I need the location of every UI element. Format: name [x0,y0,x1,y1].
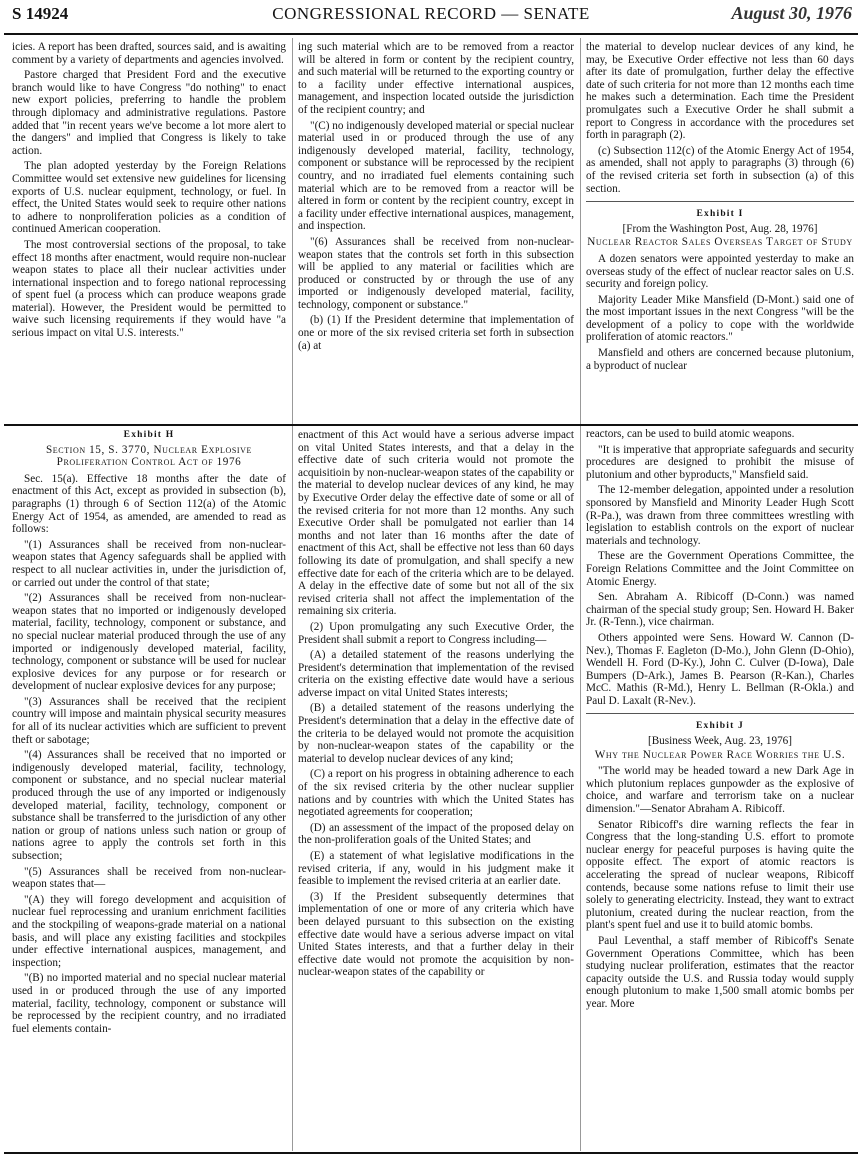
paragraph: (A) a detailed statement of the reasons underlying the President's determination that implementation of the revised criteria on the existing effective date would have a serious adverse impact on vital United States interests; [298,649,574,699]
column-divider [580,38,581,1151]
exhibit-j-label: Exhibit J [695,721,745,732]
paragraph: Sen. Abraham A. Ribicoff (D-Conn.) was named chairman of the special study group; Sen. Howard H. Baker Jr. (R-Tenn.), vice chairman. [586,591,854,629]
column-3-bottom [586,428,854,1151]
paragraph: icies. A report has been drafted, sources said, and is awaiting comment by a variety of departments and agencies involved. [12,41,286,66]
section-rule [586,713,854,714]
paragraph: the material to develop nuclear devices of any kind, he may, be Executive Order effective not less than 60 days after its date of promulgation, further delay the effective date of such criteria for not more than 12 months each time he makes such a determination. Each time the President promulgates such a Executive Order he shall submit a report to Congress in accordance with the procedures set forth in paragraph (2). [586,41,854,142]
paragraph: Sec. 15(a). Effective 18 months after the date of enactment of this Act, except as provided in subsection (b), paragraphs (1) through 6 of Section 112(a) of the Atomic Energy Act of 1954, as amended, are amended to read as follows: [12,472,286,536]
page-header [4,5,858,29]
paragraph: "(1) Assurances shall be received from non-nuclear-weapon states that Agency safeguards shall be applied with respect to all nuclear activities in, under the jurisdiction of, or carried out under the control of that state; [12,538,286,589]
column-divider [292,38,293,1151]
paragraph: ing such material which are to be removed from a reactor will be altered in form or content by the recipient country, and such material will be returned to the exporting country or to a facility under effective international auspices, management, and inspection located outside the jurisdiction of the recipient country; and [298,41,574,116]
paragraph: (D) an assessment of the impact of the proposed delay on the non-proliferation goals of the United States; and [298,821,574,847]
exhibit-i-title: Nuclear Reactor Sales Overseas Target of Study [587,236,853,249]
exhibit-j-source: [Business Week, Aug. 23, 1976] [647,735,792,748]
section-rule [586,201,854,202]
paragraph: (B) a detailed statement of the reasons underlying the President's determination that a delay in the effective date of the criteria to be delayed would not promote the acquisition by non-nuclear-weapon states of the capability or the material to develop nuclear devices of any kind; [298,702,574,765]
page-bottom-rule [4,1152,858,1154]
header-rule [4,33,858,35]
paragraph: "(6) Assurances shall be received from non-nuclear-weapon states that the controls set forth in this subsection will be applied to any material or facilities which are produced or constructed by or through the use of any imported or indigenously developed material, facility, technology, component or substance." [298,235,574,311]
paragraph: Mansfield and others are concerned because plutonium, a byproduct of nuclear [586,347,854,372]
paragraph: The plan adopted yesterday by the Foreign Relations Committee would set extensive new guidelines for licensing exports of U.S. nuclear equipment, technology, or fuel. In effect, the United States would seek to require other nations to adhere to nonproliferation policies as a condition of continued American cooperation. [12,160,286,236]
paragraph: enactment of this Act would have a serious adverse impact on vital United States interests, and that a delay in the effective date of such criteria would not promote the acquisitioin by non-nuclear-weapon states of the capability or the material to develop nuclear devices of any kind, he may by Executive Order delay the effective date of some or all of the revised criteria for not more than 12 months. Any such Executive Order shall be pomulgated not earlier than 14 months and not later than 16 months after the date of enactment of this Act, shall be effective not less than 60 days following its date of promulgation, and shall specify a new effective date for each of the criteria which are to be delayed. A delay in the effective date of some but not all of the six revised criteria shall not affect the implementation of the remaining six criteria. [298,429,574,618]
paragraph: reactors, can be used to build atomic weapons. [586,428,795,440]
paragraph: "(2) Assurances shall be received from non-nuclear-weapon states that no imported or indigenously developed material, facility, technology, component or substance, and no special nuclear material produced through the use of any imported or indigenously developed material, facility, technology, component or substance will be used for nuclear explosive devices for any purpose or for research or development of nuclear explosive devices for any purpose; [12,592,286,693]
paragraph: Paul Leventhal, a staff member of Ribicoff's Senate Government Operations Committee, which has been studying nuclear proliferation, estimates that the reactor capacity outside the U.S. and Russia today would supply enough plutonium to make 1,500 small atomic bombs per year. More [586,934,854,1010]
paragraph: (c) Subsection 112(c) of the Atomic Energy Act of 1954, as amended, shall not apply to paragraphs (3) through (6) of the revised criteria set forth in subsection (a) of this section. [586,144,854,195]
paragraph: A dozen senators were appointed yesterday to make an overseas study of the effect of nuclear reactor sales on U.S. security and foreign policy. [586,252,854,291]
paragraph: "(A) they will forego development and acquisition of nuclear fuel reprocessing and uranium enrichment facilities and the stockpiling of weapons-grade material on a national basis, and will place any existing facilities and stockpiles under effective international auspices, management, and inspection; [12,893,286,969]
paragraph: (3) If the President subsequently determines that implementation of one or more of any criteria which have been delayed pursuant to this subsection on the existing effective date would have a serious adverse impact on vital United States interests, and that a further delay in their effective date would not promote the acquisition by non-nuclear-weapon states of the capability or [298,890,574,979]
issue-date: August 30, 1976 [731,3,852,23]
paragraph: (C) a report on his progress in obtaining adherence to each of the six revised criteria by the other nuclear supplier nations and by countries with which the United States has negotiated agreements for cooperation; [298,768,574,819]
column-3-top [586,41,854,422]
paragraph: "It is imperative that appropriate safeguards and security procedures are designed to prohibit the misuse of plutonium and other byproducts," Mansfield said. [586,443,854,481]
paragraph: Pastore charged that President Ford and the executive branch would like to have Congress "do nothing" to enact new export policies, preferring to handle the problem through diplomacy and administrative regulations. Pastore added that "in recent years we've become a lot more alert to the dangers" and implied that Congress is likely to take action. [12,69,286,157]
paragraph: (2) Upon promulgating any such Executive Order, the President shall submit a report to Congress including— [298,620,574,646]
column-1-bottom [12,429,286,1151]
paragraph: (E) a statement of what legislative modifications in the revised criteria, if any, would in his judgment make it feasible to implement the revised criteria at an earlier date. [298,850,574,888]
column-2-bottom [298,429,574,1151]
paragraph: Majority Leader Mike Mansfield (D-Mont.) said one of the most important issues in the next Congress "will be the development of a policy to cope with the worldwide proliferation of atomic reactors." [586,293,854,344]
paragraph: "(4) Assurances shall be received that no imported or indigenously developed material, facility, technology, component or substance, and no special nuclear material produced through the use of any imported or indigenously developed material, facility, technology, component or substance shall be transferred to the jurisdiction of any other nation or group of nations unless such nation or group of nations agree to apply the controls set forth in this subsection; [12,749,286,862]
publication-title: CONGRESSIONAL RECORD — SENATE [272,4,590,23]
column-2-top [298,41,574,417]
band-rule [4,424,858,426]
exhibit-h-title: Section 15, S. 3770, Nuclear Explosive Proliferation Control Act of 1976 [45,443,253,469]
exhibit-h-label: Exhibit H [123,430,175,440]
paragraph: Others appointed were Sens. Howard W. Cannon (D-Nev.), Thomas F. Eagleton (D-Mo.), John Glenn (D-Ohio), Wendell H. Ford (D-Ky.), John C. Culver (D-Iowa), Dale Bumpers (D-Ark.), James B. Pearson (R-Kan.), Charles McC. Mathis (R-Md.), Henry L. Bellman (R-Okla.) and Paul D. Laxalt (R-Nev.). [586,631,854,707]
paragraph: These are the Government Operations Committee, the Foreign Relations Committee and the Joint Committee on Atomic Energy. [586,550,854,588]
column-1-top [12,41,286,417]
exhibit-i-source: [From the Washington Post, Aug. 28, 1976] [622,222,818,235]
paragraph: The 12-member delegation, appointed under a resolution sponsored by Mansfield and Minority Leader Hugh Scott (R-Pa.), was drawn from three committees wrestling with legislation to establish controls on the export of nuclear materials and technology. [586,484,854,547]
paragraph: Senator Ribicoff's dire warning reflects the fear in Congress that the long-standing U.S. effort to promote nuclear energy for peaceful purposes is having quite the opposite effect. The export of atomic reactors is accelerating the spread of nuclear weapons, Ribicoff contends, because some nations refuse to limit their use solely to generating electricity. Instead, they want to extract plutonium, created during the nuclear reaction, from the plant's spent fuel and use it to build atomic bombs. [586,818,854,932]
paragraph: "(5) Assurances shall be received from non-nuclear-weapon states that— [12,865,286,891]
paragraph: "The world may be headed toward a new Dark Age in which plutonium replaces gunpowder as the explosive of choice, and warfare and terrorism take on a nuclear dimension."—Senator Abraham A. Ribicoff. [586,765,854,816]
paragraph: "(B) no imported material and no special nuclear material used in or produced through the use of any imported material, facility, technology, component or substance will be reprocessed by the recipient country, and no irradiated fuel elements contain- [12,972,286,1035]
paragraph: (b) (1) If the President determine that implementation of one or more of the six revised criteria set forth in subsection (a) at [298,314,574,352]
paragraph: "(C) no indigenously developed material or special nuclear material used in or produced through the use of any indigenously developed material, facility, technology, component or substance will be reprocessed by the recipient country, and no irradiated fuel elements containing such material which are to be removed from a reactor will be altered in form or content by the recipient country, except in a facility under effective international auspices, management, and inspection. [298,119,574,233]
paragraph: "(3) Assurances shall be received that the recipient country will impose and maintain physical security measures for all of its nuclear activities which are sufficient to prevent theft or sabotage; [12,695,286,746]
paragraph: The most controversial sections of the proposal, to take effect 18 months after enactment, would require non-nuclear weapon states to place all their nuclear activities under international inspection and to forego national reprocessing of spent fuel (a process which can produce weapons grade material). However, the President would be permitted to waive such licensing requirements if they would have "a serious impact on vital U.S. interests." [12,238,286,340]
page-number: S 14924 [12,4,69,23]
exhibit-i-label: Exhibit I [696,209,744,220]
exhibit-j-title: Why the Nuclear Power Race Worries the U.S. [594,748,846,761]
